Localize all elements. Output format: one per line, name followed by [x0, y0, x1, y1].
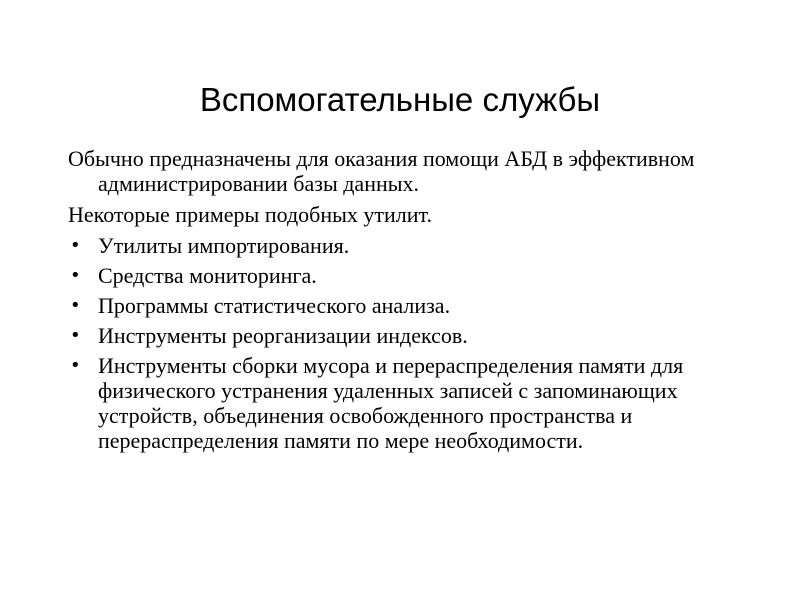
- list-item-text: Средства мониторинга.: [98, 263, 317, 288]
- list-item: [68, 263, 748, 288]
- bullet-icon: •: [70, 265, 81, 286]
- list-item: [68, 293, 748, 318]
- list-item-text: Утилиты импортирования.: [98, 233, 350, 258]
- list-item-text: Инструменты реорганизации индексов.: [98, 323, 468, 348]
- bullet-icon: •: [70, 235, 81, 256]
- bullet-icon: •: [70, 295, 81, 316]
- list-item: [68, 353, 748, 453]
- list-item-text: Инструменты сборки мусора и перераспределения памяти для физического устранения удаленных записей с запоминающих устройств, объединения освобожденного пространства и перераспределения памяти по мере необходимости.: [98, 353, 684, 453]
- examples-paragraph: Некоторые примеры подобных утилит.: [68, 202, 432, 227]
- list-item: [68, 323, 748, 348]
- bullet-icon: •: [70, 355, 81, 376]
- slide-title: Вспомогательные службы: [199, 81, 601, 118]
- list-item: [68, 233, 748, 258]
- bullet-list: [68, 233, 748, 453]
- list-item-text: Программы статистического анализа.: [98, 293, 451, 318]
- bullet-icon: •: [70, 325, 81, 346]
- intro-paragraph: Обычно предназначены для оказания помощи АБД в эффективном администрировании базы данных.: [68, 146, 695, 196]
- slide-body: [68, 146, 748, 458]
